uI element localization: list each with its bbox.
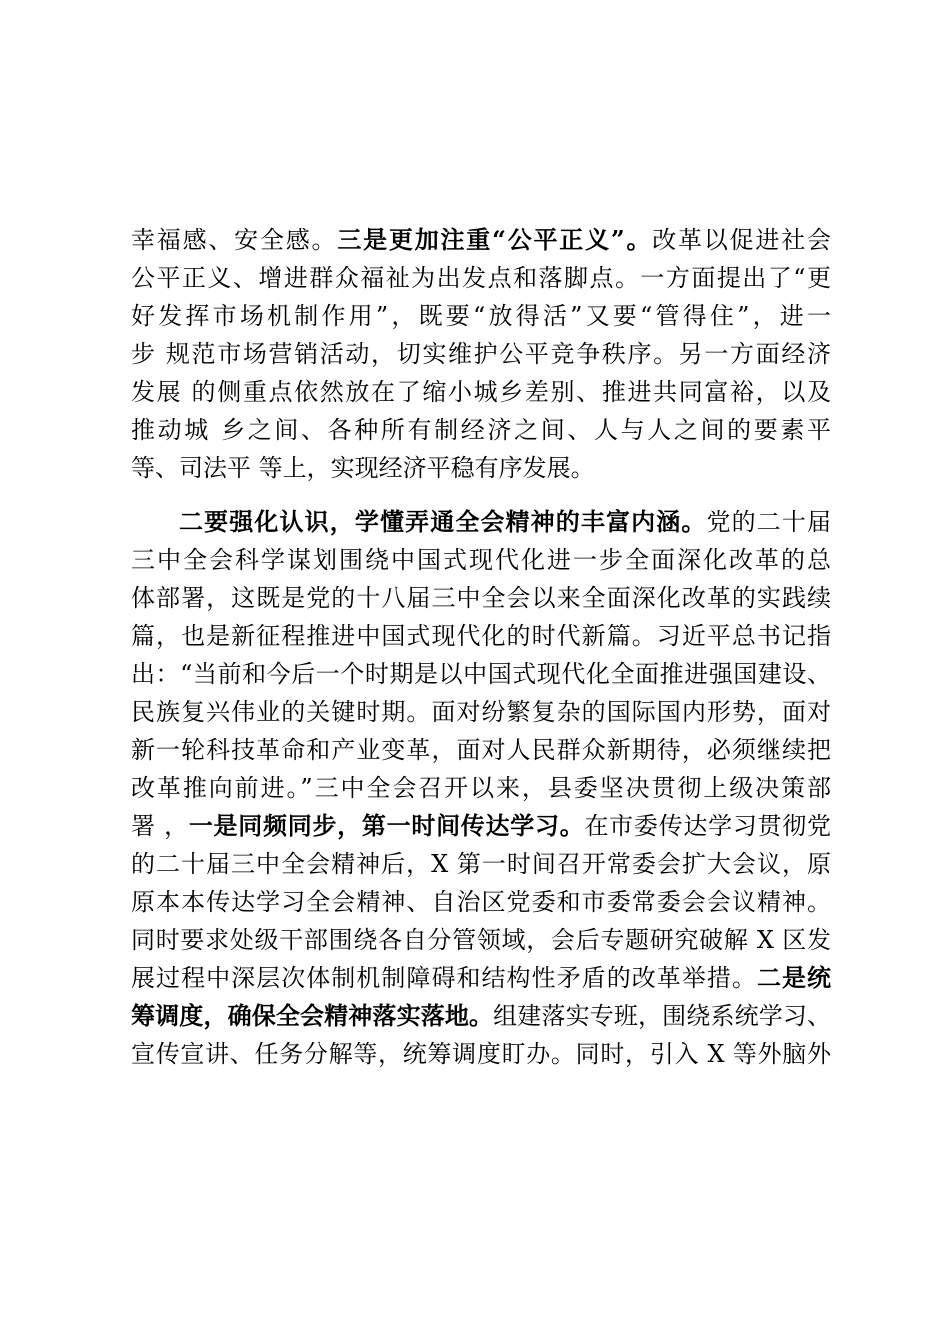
text-run: 公平正义、增进群众福祉为出发点和落脚点。一方面提出了“更: [131, 264, 831, 292]
text-run: 署 ，: [131, 812, 189, 840]
body-text-line: [131, 297, 831, 335]
text-run: 组建落实专班，围绕系统学习、: [493, 1002, 831, 1030]
text-run: 等、司法平 等上，实现经济平稳有序发展。: [131, 454, 595, 482]
bold-heading-run: 筹调度，确保全会精神落实落地。: [131, 1001, 494, 1030]
body-text-line: [179, 503, 831, 541]
body-text-line: [131, 373, 831, 411]
text-run: 步 规范市场营销活动，切实维护公平竞争秩序。另一方面经济: [131, 340, 831, 368]
bold-heading-run: 二是统: [756, 963, 831, 992]
body-text-line: [131, 921, 831, 959]
body-text-line: [131, 221, 831, 259]
body-text-line: [131, 541, 831, 579]
body-text-line: [131, 259, 831, 297]
text-run: 幸福感、安全感。: [131, 226, 338, 254]
body-text-line: [131, 959, 831, 997]
text-run: 三中全会科学谋划围绕中国式现代化进一步全面深化改革的总: [131, 546, 831, 574]
text-run: 原本本传达学习全会精神、自治区党委和市委常委会会议精神。: [131, 888, 831, 916]
text-run: 推动城 乡之间、各种所有制经济之间、人与人之间的要素平: [131, 416, 831, 444]
text-run: 新一轮科技革命和产业变革，面对人民群众新期待，必须继续把: [131, 736, 831, 764]
body-text-line: [131, 411, 831, 449]
body-text-line: [131, 655, 831, 693]
text-run: 发展 的侧重点依然放在了缩小城乡差别、推进共同富裕，以及: [131, 378, 831, 406]
text-run: 出：“当前和今后一个时期是以中国式现代化全面推进强国建设、: [131, 660, 831, 688]
text-run: 的二十届三中全会精神后，X 第一时间召开常委会扩大会议，原: [131, 850, 831, 878]
text-run: 民族复兴伟业的关键时期。面对纷繁复杂的国际国内形势，面对: [131, 698, 831, 726]
text-run: 体部署，这既是党的十八届三中全会以来全面深化改革的实践续: [131, 584, 831, 612]
body-text-line: [131, 883, 831, 921]
bold-heading-run: 一是同频同步，第一时间传达学习。: [188, 811, 585, 840]
body-text-line: [131, 769, 831, 807]
text-run: 宣传宣讲、任务分解等，统筹调度盯办。同时，引入 X 等外脑外: [131, 1040, 831, 1068]
text-run: 篇，也是新征程推进中国式现代化的时代新篇。习近平总书记指: [131, 622, 831, 650]
body-text-line: [131, 449, 831, 487]
text-run: 党的二十届: [706, 508, 831, 536]
body-text-line: [131, 1035, 831, 1073]
text-run: 好发挥市场机制作用”，既要“放得活”又要“管得住”，进一: [131, 302, 831, 330]
text-run: 同时要求处级干部围绕各自分管领域，会后专题研究破解 X 区发: [131, 926, 831, 954]
body-text-line: [131, 731, 831, 769]
text-run: 在市委传达学习贯彻党: [584, 812, 831, 840]
text-run: 展过程中深层次体制机制障碍和结构性矛盾的改革举措。: [131, 964, 757, 992]
body-text-line: [131, 845, 831, 883]
text-run: 改革推向前进。”三中全会召开以来，县委坚决贯彻上级决策部: [131, 774, 831, 802]
body-text-line: [131, 693, 831, 731]
body-text-line: [131, 579, 831, 617]
text-run: 改革以促进社会: [652, 226, 831, 254]
bold-heading-run: 三是更加注重“公平正义”。: [337, 225, 653, 254]
body-text-line: [131, 335, 831, 373]
body-text-line: [131, 807, 831, 845]
body-text-line: [131, 997, 831, 1035]
body-text-line: [131, 617, 831, 655]
bold-heading-run: 二要强化认识，学懂弄通全会精神的丰富内涵。: [179, 507, 707, 536]
